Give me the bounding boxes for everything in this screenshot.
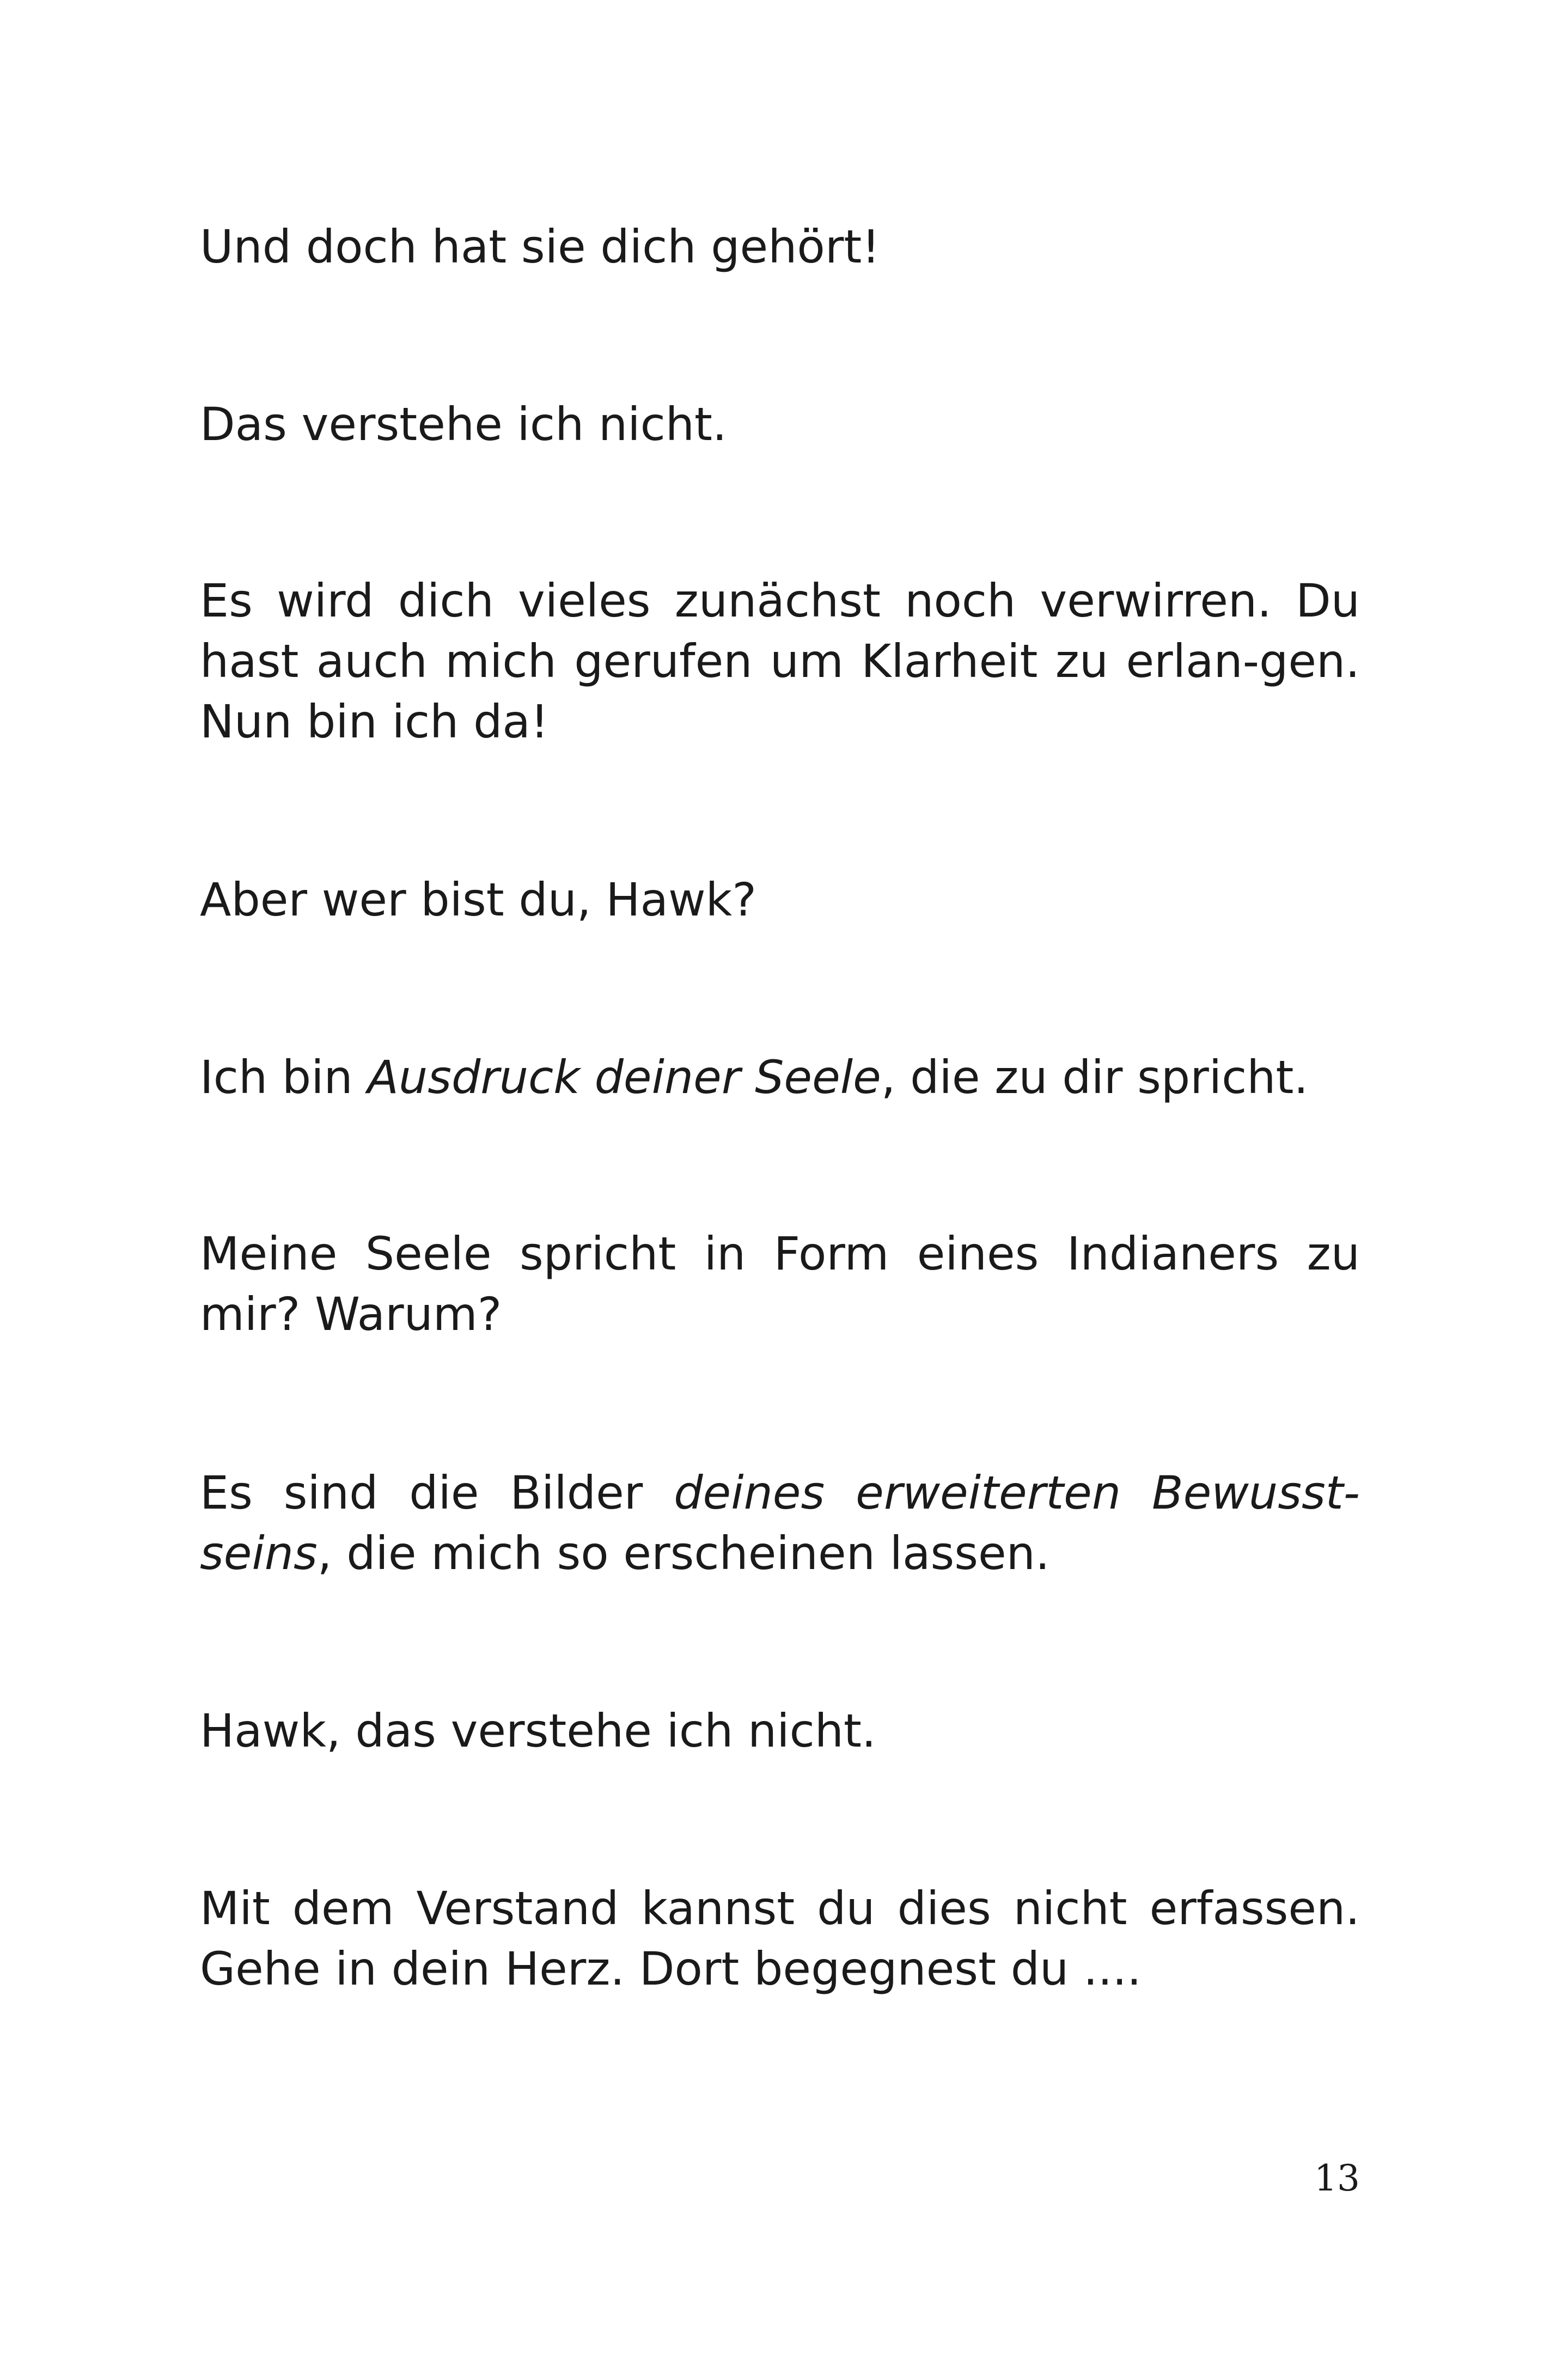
text-run: , die zu dir spricht. [881,1051,1309,1104]
paragraph-7 [200,1463,1360,1584]
italic-text-run: Ausdruck deiner Seele [367,1051,881,1104]
text-run: Meine Seele spricht in Form eines Indianers zu mir? Warum? [200,1227,1360,1341]
text-run: Es wird dich vieles zunächst noch verwirren. Du hast auch mich gerufen um Klarheit zu erlan-gen. Nun bin ich da! [200,574,1360,748]
paragraph-5 [200,1047,1360,1108]
paragraph-1 [200,217,1360,277]
paragraph-8 [200,1701,1360,1761]
text-run: Hawk, das verstehe ich nicht. [200,1704,876,1757]
text-run: Das verstehe ich nicht. [200,398,727,451]
paragraph-9 [200,1878,1360,1999]
paragraph-4 [200,870,1360,930]
text-run: Aber wer bist du, Hawk? [200,873,756,926]
text-run: Und doch hat sie dich gehört! [200,220,880,273]
italic-text-run: deines erweiterten Bewusst-seins [200,1466,1360,1580]
paragraph-3 [200,571,1360,752]
text-run: , die mich so erscheinen lassen. [317,1527,1050,1580]
text-run: Ich bin [200,1051,368,1104]
paragraph-6 [200,1224,1360,1345]
text-run: Es sind die Bilder [200,1466,674,1519]
page-number: 13 [1314,2157,1360,2199]
paragraph-2 [200,394,1360,455]
text-run: Mit dem Verstand kannst du dies nicht erfassen. Gehe in dein Herz. Dort begegnest du .... [200,1882,1360,1995]
